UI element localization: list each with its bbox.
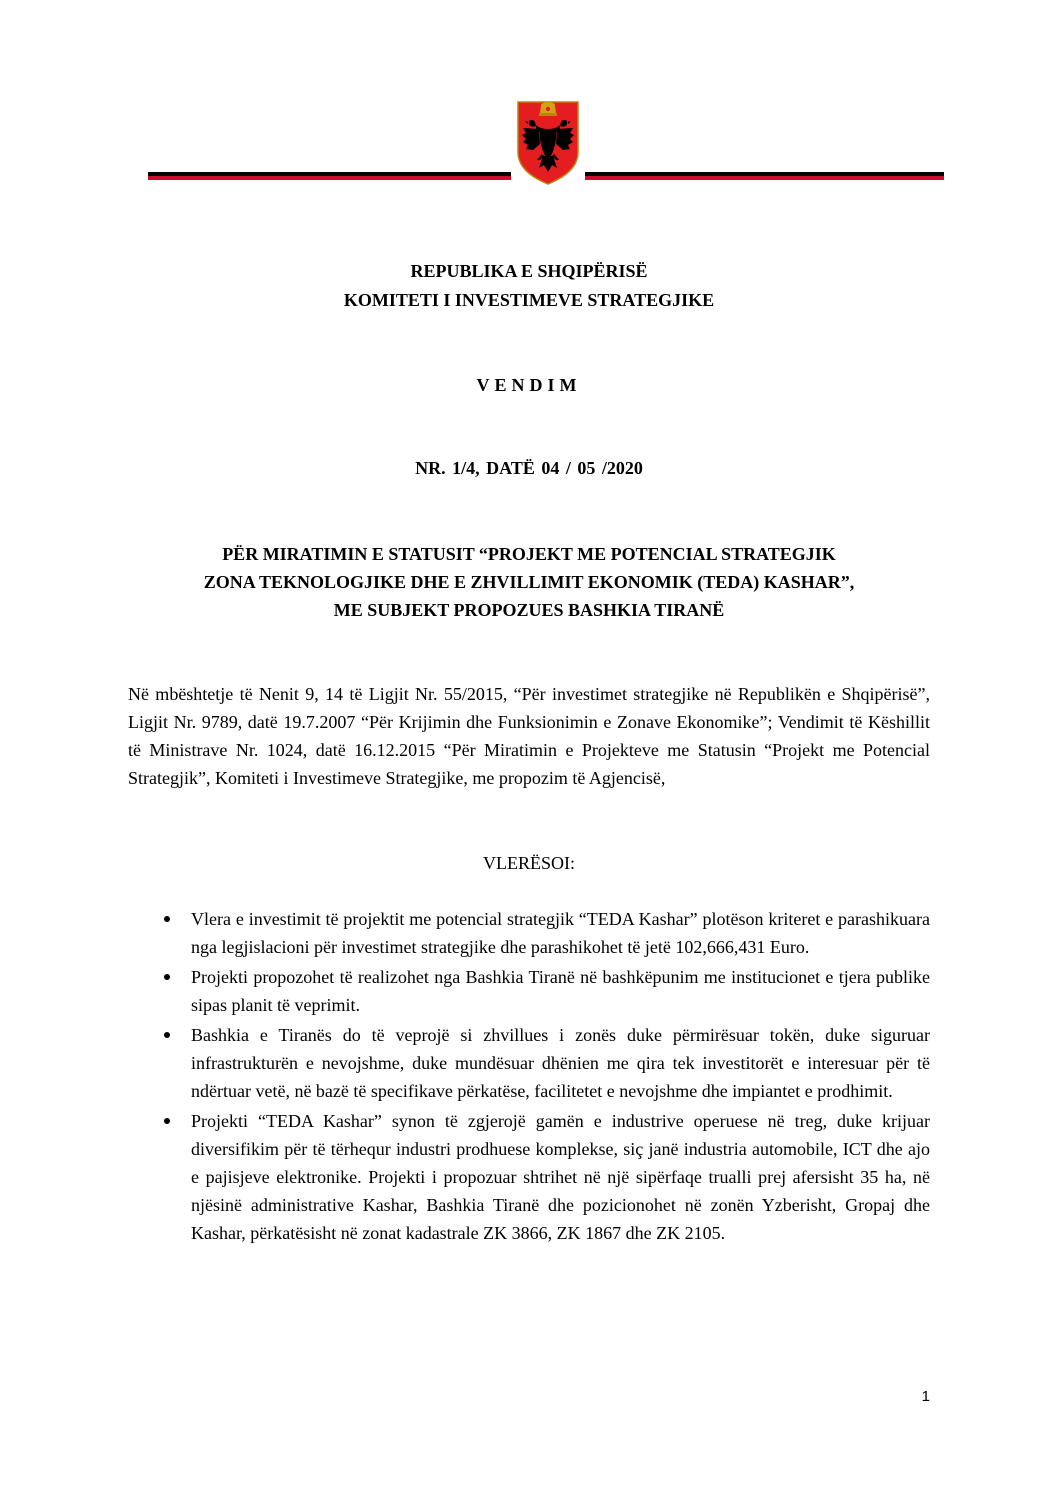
bullet-icon: [164, 974, 170, 980]
list-item: [128, 963, 930, 1019]
list-item: [128, 905, 930, 961]
document-number-date: NR. 1/4, DATË 04 / 05 /2020: [415, 458, 643, 478]
document-type: VENDIM: [476, 375, 582, 395]
page-number: 1: [921, 1388, 930, 1405]
list-item-text: Projekti “TEDA Kashar” synon të zgjerojë gamën e industrive operuese në treg, duke krijuar diversifikim për të tërhequr industri prodhuese komplekse, siç janë industria automobile, ICT dhe ajo e pajisjeve elektronike. Projekti i propozuar shtrihet në një sipërfaqe trualli prej afersisht 35 ha, në njësinë administrative Kashar, Bashkia Tiranë dhe pozicionohet në zonën Yzberisht, Gropaj dhe Kashar, përkatësisht në zonat kadastrale ZK 3866, ZK 1867 dhe ZK 2105.: [191, 1111, 930, 1243]
decision-title-line: PËR MIRATIMIN E STATUSIT “PROJEKT ME POTENCIAL STRATEGJIK: [222, 544, 836, 564]
decision-title-line: ZONA TEKNOLOGJIKE DHE E ZHVILLIMIT EKONOMIK (TEDA) KASHAR”,: [203, 572, 855, 592]
decision-title-line: ME SUBJEKT PROPOZUES BASHKIA TIRANË: [333, 600, 725, 620]
bullet-icon: [164, 1032, 170, 1038]
list-item: [128, 1021, 930, 1105]
preamble-paragraph: Në mbështetje të Nenit 9, 14 të Ligjit Nr. 55/2015, “Për investimet strategjike në Republikën e Shqipërisë”, Ligjit Nr. 9789, datë 19.7.2007 “Për Krijimin dhe Funksionimin e Zonave Ekonomike”; Vendimit të Këshillit të Ministrave Nr. 1024, datë 16.12.2015 “Për Miratimin e Projekteve me Statusin “Projekt me Potencial Strategjik”, Komiteti i Investimeve Strategjike, me propozim të Agjencisë,: [128, 684, 930, 788]
list-item: [128, 1107, 930, 1247]
list-item-text: Projekti propozohet të realizohet nga Bashkia Tiranë në bashkëpunim me institucionet e tjera publike sipas planit të veprimit.: [191, 967, 930, 1015]
assessment-list: [128, 905, 930, 1249]
country-name: REPUBLIKA E SHQIPËRISË: [410, 261, 648, 281]
bullet-icon: [164, 1118, 170, 1124]
list-item-text: Vlera e investimit të projektit me potencial strategjik “TEDA Kashar” plotëson kriteret e parashikuara nga legjislacioni për investimet strategjike dhe parashikohet të jetë 102,666,431 Euro.: [191, 909, 930, 957]
bullet-icon: [164, 916, 170, 922]
section-heading: VLERËSOI:: [483, 853, 575, 873]
committee-name: KOMITETI I INVESTIMEVE STRATEGJIKE: [343, 290, 715, 310]
decision-title: [0, 540, 1058, 624]
list-item-text: Bashkia e Tiranës do të veprojë si zhvillues i zonës duke përmirësuar tokën, duke siguruar infrastrukturën e nevojshme, duke mundësuar dhënien me qira tek investitorët e interesuar për të ndërtuar vetë, në bazë të specifikave përkatëse, facilitetet e nevojshme dhe impiantet e prodhimit.: [191, 1025, 930, 1101]
albanian-coat-of-arms-icon: [511, 98, 585, 186]
